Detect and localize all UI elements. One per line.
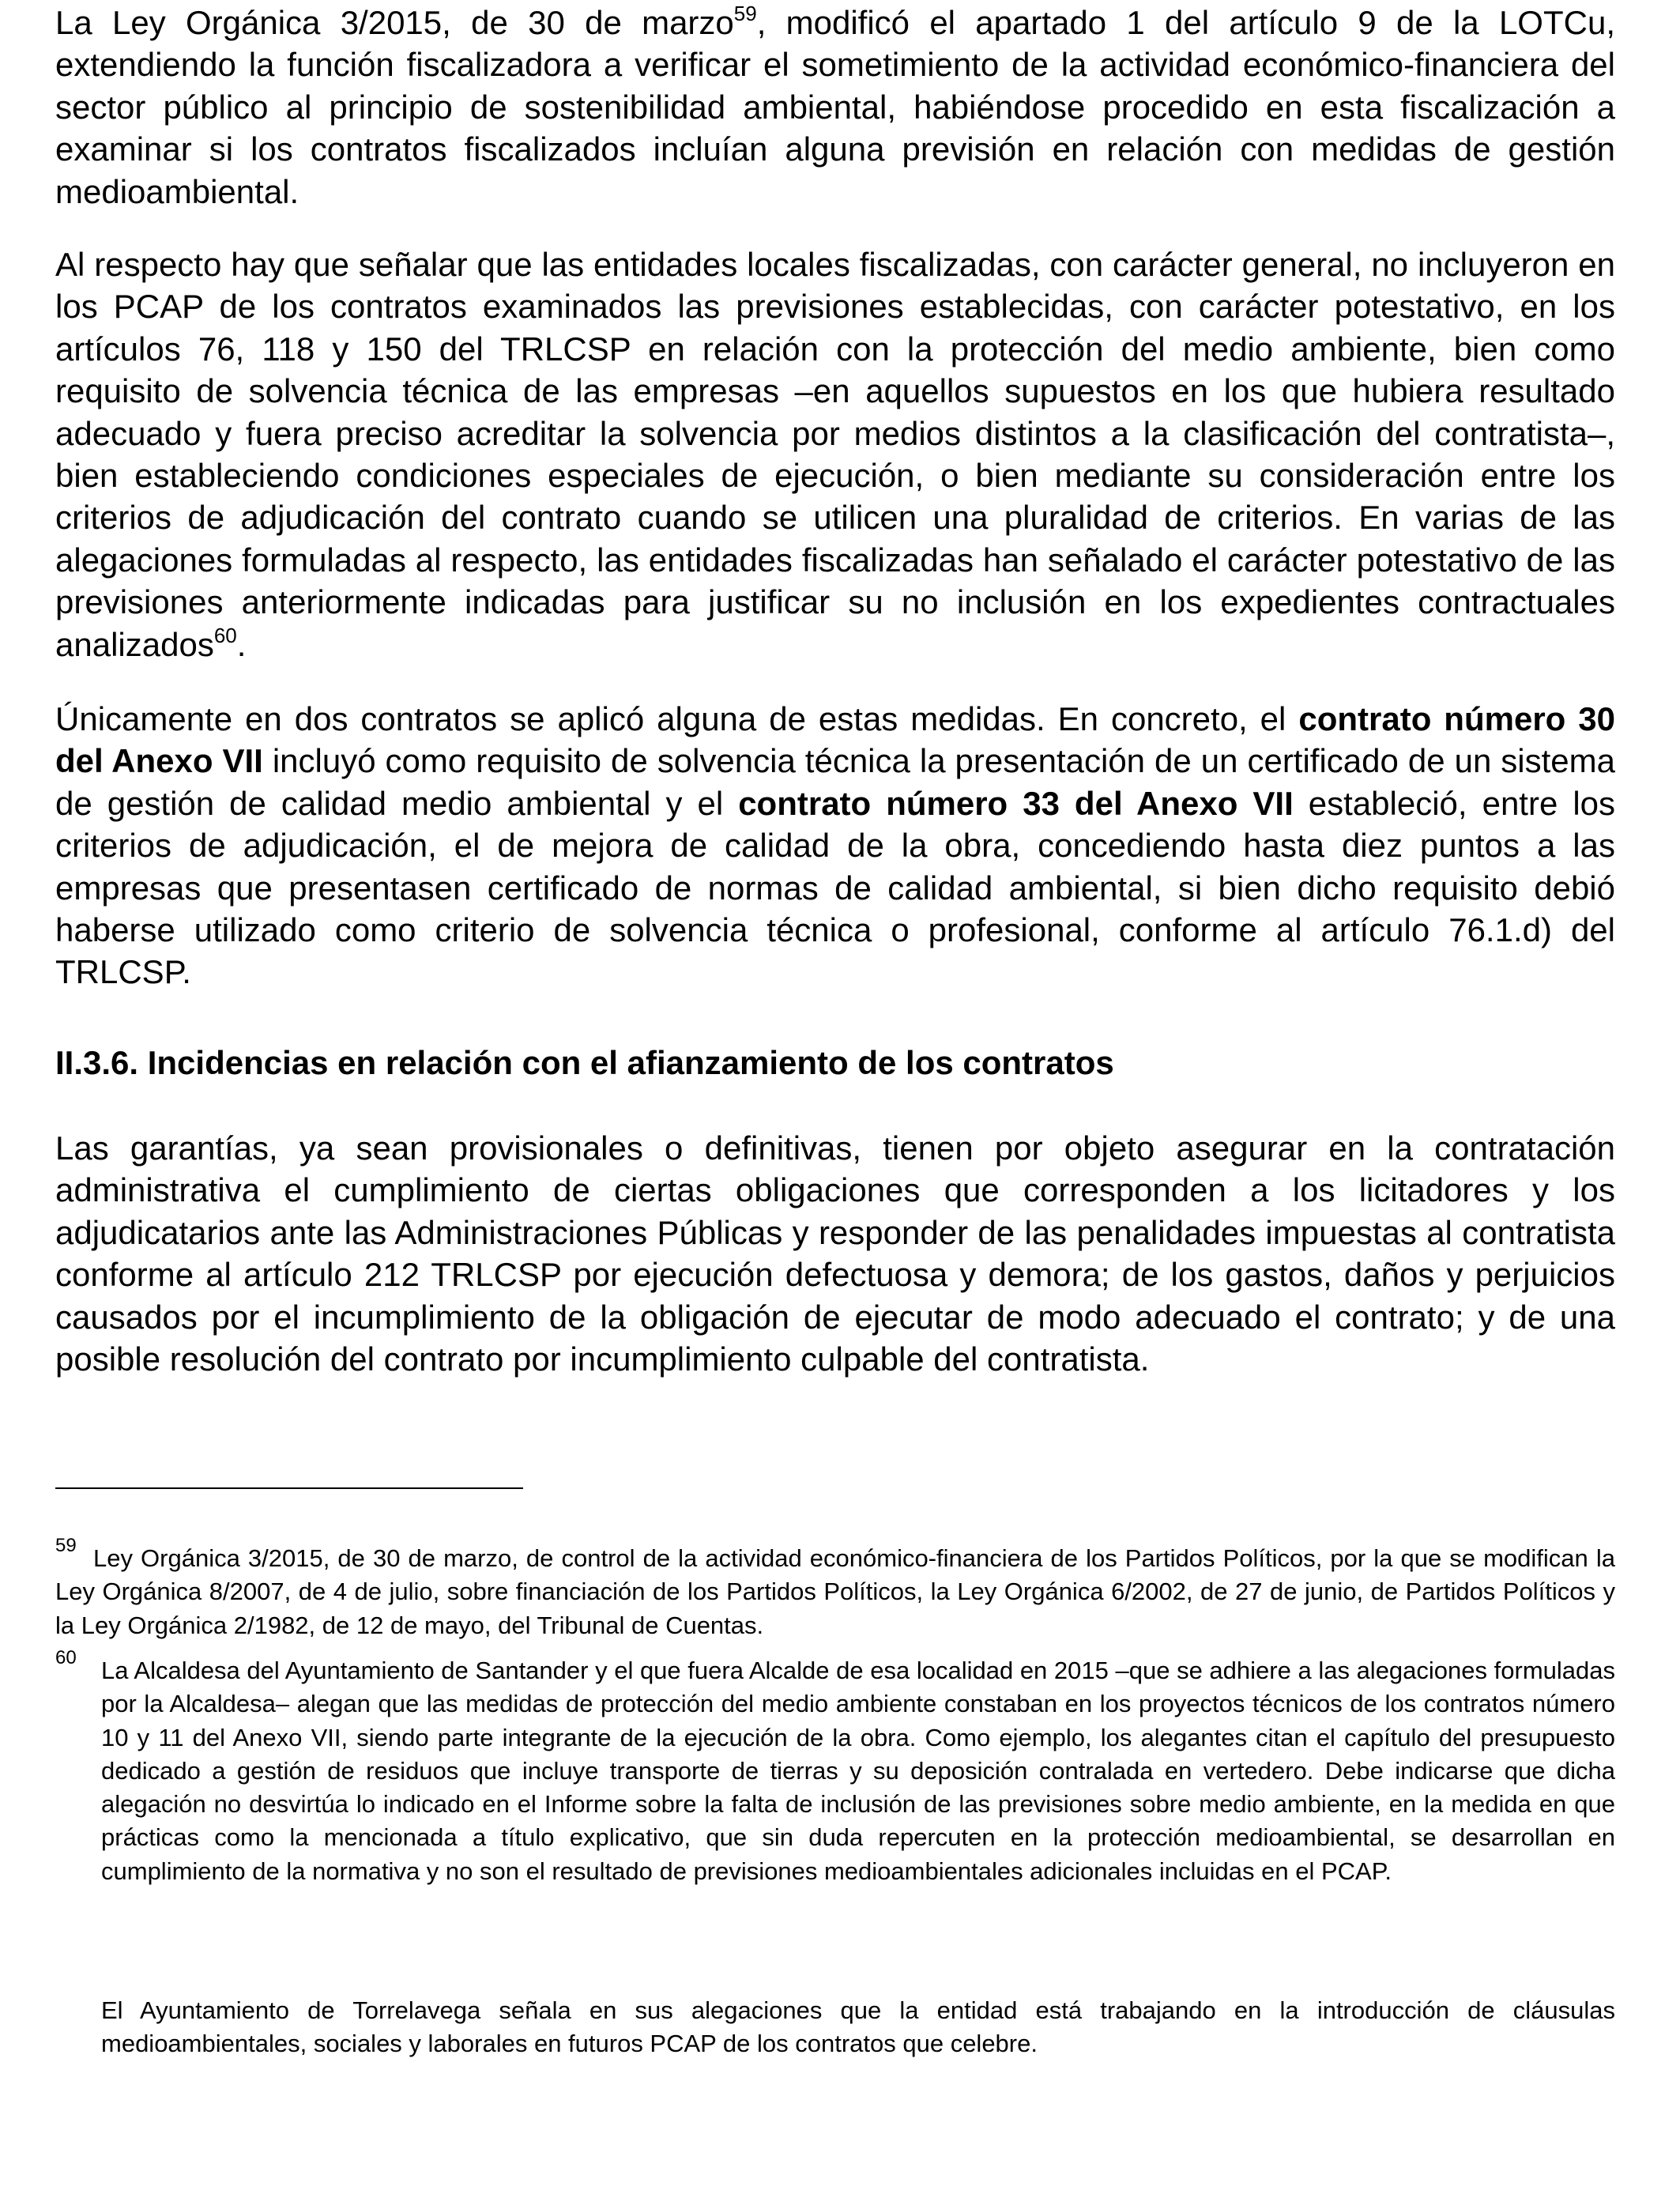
footnote-reference-59[interactable]: 59 xyxy=(733,2,757,25)
footnote-59 xyxy=(55,1535,1615,1642)
paragraph-text: , modificó el apartado 1 del artículo 9 de la LOTCu, extendiendo la función fiscalizadora a verificar el sometimiento de la actividad económico-financiera del sector público al principio de sostenibilidad ambiental, habiéndose procedido en esta fiscalización a examinar si los contratos fiscalizados incluían alguna previsión en relación con medidas de gestión medioambiental. xyxy=(55,4,1615,210)
paragraph-text: Únicamente en dos contratos se aplicó alguna de estas medidas. En concreto, el xyxy=(55,700,1299,737)
footnote-reference-60[interactable]: 60 xyxy=(213,623,237,647)
paragraph-text: Al respecto hay que señalar que las entidades locales fiscalizadas, con carácter general, no incluyeron en los PCAP de los contratos examinados las previsiones establecidas, con carácter potestativo, en los artículos 76, 118 y 150 del TRLCSP en relación con la protección del medio ambiente, bien como requisito de solvencia técnica de las empresas –en aquellos supuestos en los que hubiera resultado adecuado y fuera preciso acreditar la solvencia por medios distintos a la clasificación del contratista–, bien estableciendo condiciones especiales de ejecución, o bien mediante su consideración entre los criterios de adjudicación del contrato cuando se utilicen una pluralidad de criterios. En varias de las alegaciones formuladas al respecto, las entidades fiscalizadas han señalado el carácter potestativo de las previsiones anteriormente indicadas para justificar su no inclusión en los expedientes contractuales analizados xyxy=(55,246,1615,663)
footnote-text: El Ayuntamiento de Torrelavega señala en sus alegaciones que la entidad está trabajando en la introducción de cláusulas medioambientales, sociales y laborales en futuros PCAP de los contratos que celebre. xyxy=(101,1996,1615,2058)
paragraph-ley-organica xyxy=(55,2,1615,213)
paragraph-garantias: Las garantías, ya sean provisionales o definitivas, tienen por objeto asegurar en la contratación administrativa el cumplimiento de ciertas obligaciones que corresponden a los licitadores y los adjudicatarios ante las Administraciones Públicas y responder de las penalidades impuestas al contratista conforme al artículo 212 TRLCSP por ejecución defectuosa y demora; de los gastos, daños y perjuicios causados por el incumplimiento de la obligación de ejecutar de modo adecuado el contrato; y de una posible resolución del contrato por incumplimiento culpable del contratista. xyxy=(55,1129,1615,1378)
paragraph-text: La Ley Orgánica 3/2015, de 30 de marzo xyxy=(55,4,734,41)
paragraph-text: estableció, entre los criterios de adjudicación, el de mejora de calidad de la obra, concediendo hasta diez puntos a las empresas que presentasen certificado de normas de calidad ambiental, si bien dicho requisito debió haberse utilizado como criterio de solvencia técnica o profesional, conforme al artículo 76.1.d) del TRLCSP. xyxy=(55,784,1616,991)
paragraph-text: incluyó como requisito de solvencia técnica la presentación de un certificado de un sistema de gestión de calidad medio ambiental y el xyxy=(55,742,1615,822)
contract-reference-33: contrato número 33 del Anexo VII xyxy=(738,784,1294,822)
footnote-60-continuation xyxy=(55,1994,1615,2061)
footnote-60 xyxy=(55,1647,1615,1888)
footnote-text: Ley Orgánica 3/2015, de 30 de marzo, de control de la actividad económico-financiera de los Partidos Políticos, por la que se modifican la Ley Orgánica 8/2007, de 4 de julio, sobre financiación de los Partidos Políticos, la Ley Orgánica 6/2002, de 27 de junio, de Partidos Políticos y la Ley Orgánica 2/1982, de 12 de mayo, del Tribunal de Cuentas. xyxy=(55,1544,1615,1639)
paragraph-entidades-locales xyxy=(55,243,1615,665)
contract-reference-30: contrato número 30 del Anexo VII xyxy=(55,700,1615,780)
section-heading: II.3.6. Incidencias en relación con el afianzamiento de los contratos xyxy=(55,1044,1114,1081)
footnote-separator xyxy=(55,1487,523,1489)
footnote-number: 60 xyxy=(55,1647,77,1668)
paragraph-text: . xyxy=(236,625,247,663)
footnote-number: 59 xyxy=(55,1535,77,1556)
footnote-text: La Alcaldesa del Ayuntamiento de Santander y el que fuera Alcalde de esa localidad en 2015 –que se adhiere a las alegaciones formuladas por la Alcaldesa– alegan que las medidas de protección del medio ambiente constaban en los proyectos técnicos de los contratos número 10 y 11 del Anexo VII, siendo parte integrante de la ejecución de la obra. Como ejemplo, los alegantes citan el capítulo del presupuesto dedicado a gestión de residuos que incluye transporte de tierras y su deposición contralada en vertedero. Debe indicarse que dicha alegación no desvirtúa lo indicado en el Informe sobre la falta de inclusión de las previsiones sobre medio ambiente, en la medida en que prácticas como la mencionada a título explicativo, que sin duda repercuten en la protección medioambiental, se desarrollan en cumplimiento de la normativa y no son el resultado de previsiones medioambientales adicionales incluidas en el PCAP. xyxy=(101,1657,1615,1885)
paragraph-unicamente-dos-contratos xyxy=(55,698,1615,993)
